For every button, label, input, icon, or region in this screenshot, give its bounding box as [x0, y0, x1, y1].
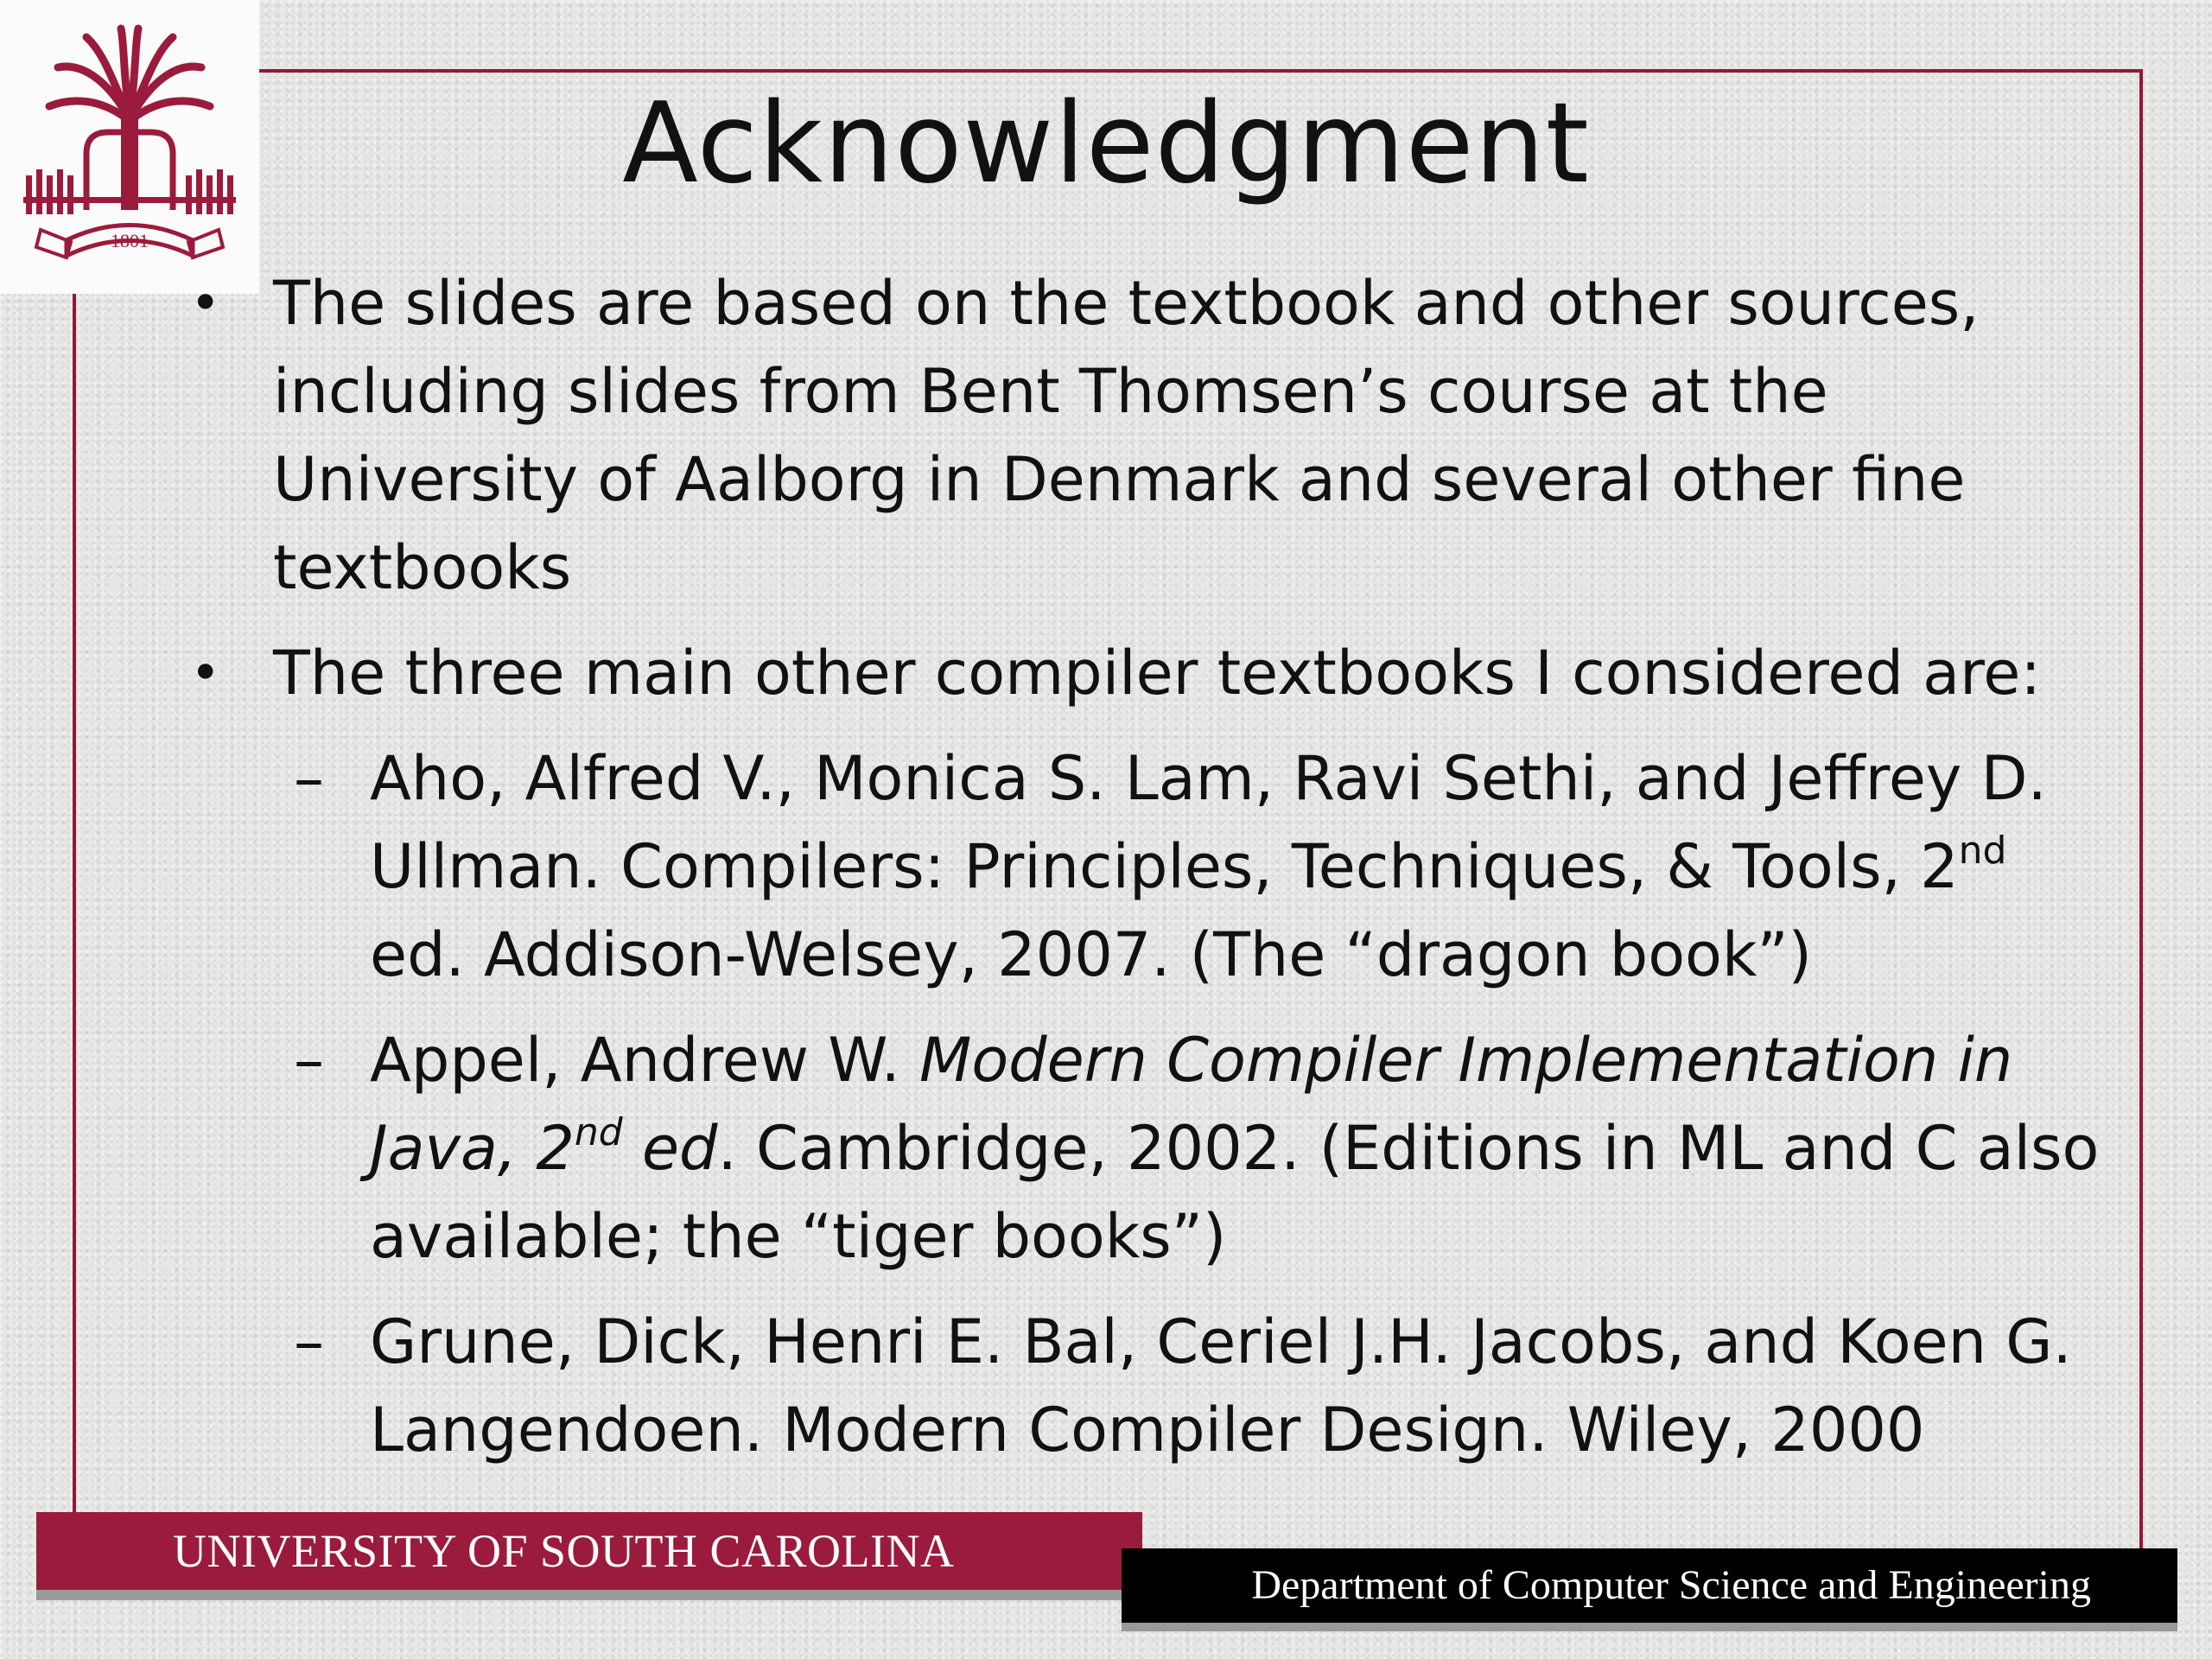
bullet-text: The three main other compiler textbooks I considered are:	[273, 638, 2041, 709]
reference-item	[181, 1016, 2117, 1281]
dash-mark: –	[294, 1306, 324, 1377]
logo-year: 1801	[111, 230, 149, 251]
reference-text: Grune, Dick, Henri E. Bal, Ceriel J.H. Jacobs, and Koen G. Langendoen. Modern Compiler Design. Wiley, 2000	[370, 1306, 2072, 1465]
reference-item	[181, 1298, 2117, 1474]
reference-text	[370, 1016, 2117, 1281]
footer-department: Department of Computer Science and Engineering	[1122, 1548, 2177, 1623]
superscript: nd	[1958, 828, 2007, 873]
reference-text-part: ed. Addison-Welsey, 2007. (The “dragon book”)	[370, 919, 1812, 990]
bullet-mark: •	[190, 273, 221, 334]
reference-text	[370, 734, 2117, 999]
bullet-item	[181, 629, 2117, 717]
footer-university: UNIVERSITY OF SOUTH CAROLINA	[36, 1512, 1142, 1590]
reference-text-part: Modern Compiler Implementation in Java, 2	[370, 1025, 2013, 1184]
reference-text-part: . Cambridge, 2002. (Editions in ML and C also available; the “tiger books”)	[370, 1113, 2100, 1272]
reference-item	[181, 734, 2117, 999]
reference-text-part: Appel, Andrew W.	[370, 1025, 919, 1096]
bullet-text: The slides are based on the textbook and other sources, including slides from Bent Thomsen’s course at the University of Aalborg in Denmark and several other fine textbooks	[273, 268, 1980, 603]
dash-mark: –	[294, 743, 324, 814]
bullet-mark: •	[190, 643, 221, 703]
reference-text-part: ed	[622, 1113, 718, 1184]
slide-content	[181, 259, 2117, 1491]
slide-title-text: Acknowledgment	[622, 79, 1590, 208]
superscript: nd	[574, 1109, 623, 1154]
dash-mark: –	[294, 1025, 324, 1096]
slide-title	[0, 79, 2212, 208]
reference-text-part: Aho, Alfred V., Monica S. Lam, Ravi Sethi, and Jeffrey D. Ullman. Compilers: Principles, Techniques, & Tools, 2	[370, 743, 2047, 902]
bullet-item	[181, 259, 2117, 612]
